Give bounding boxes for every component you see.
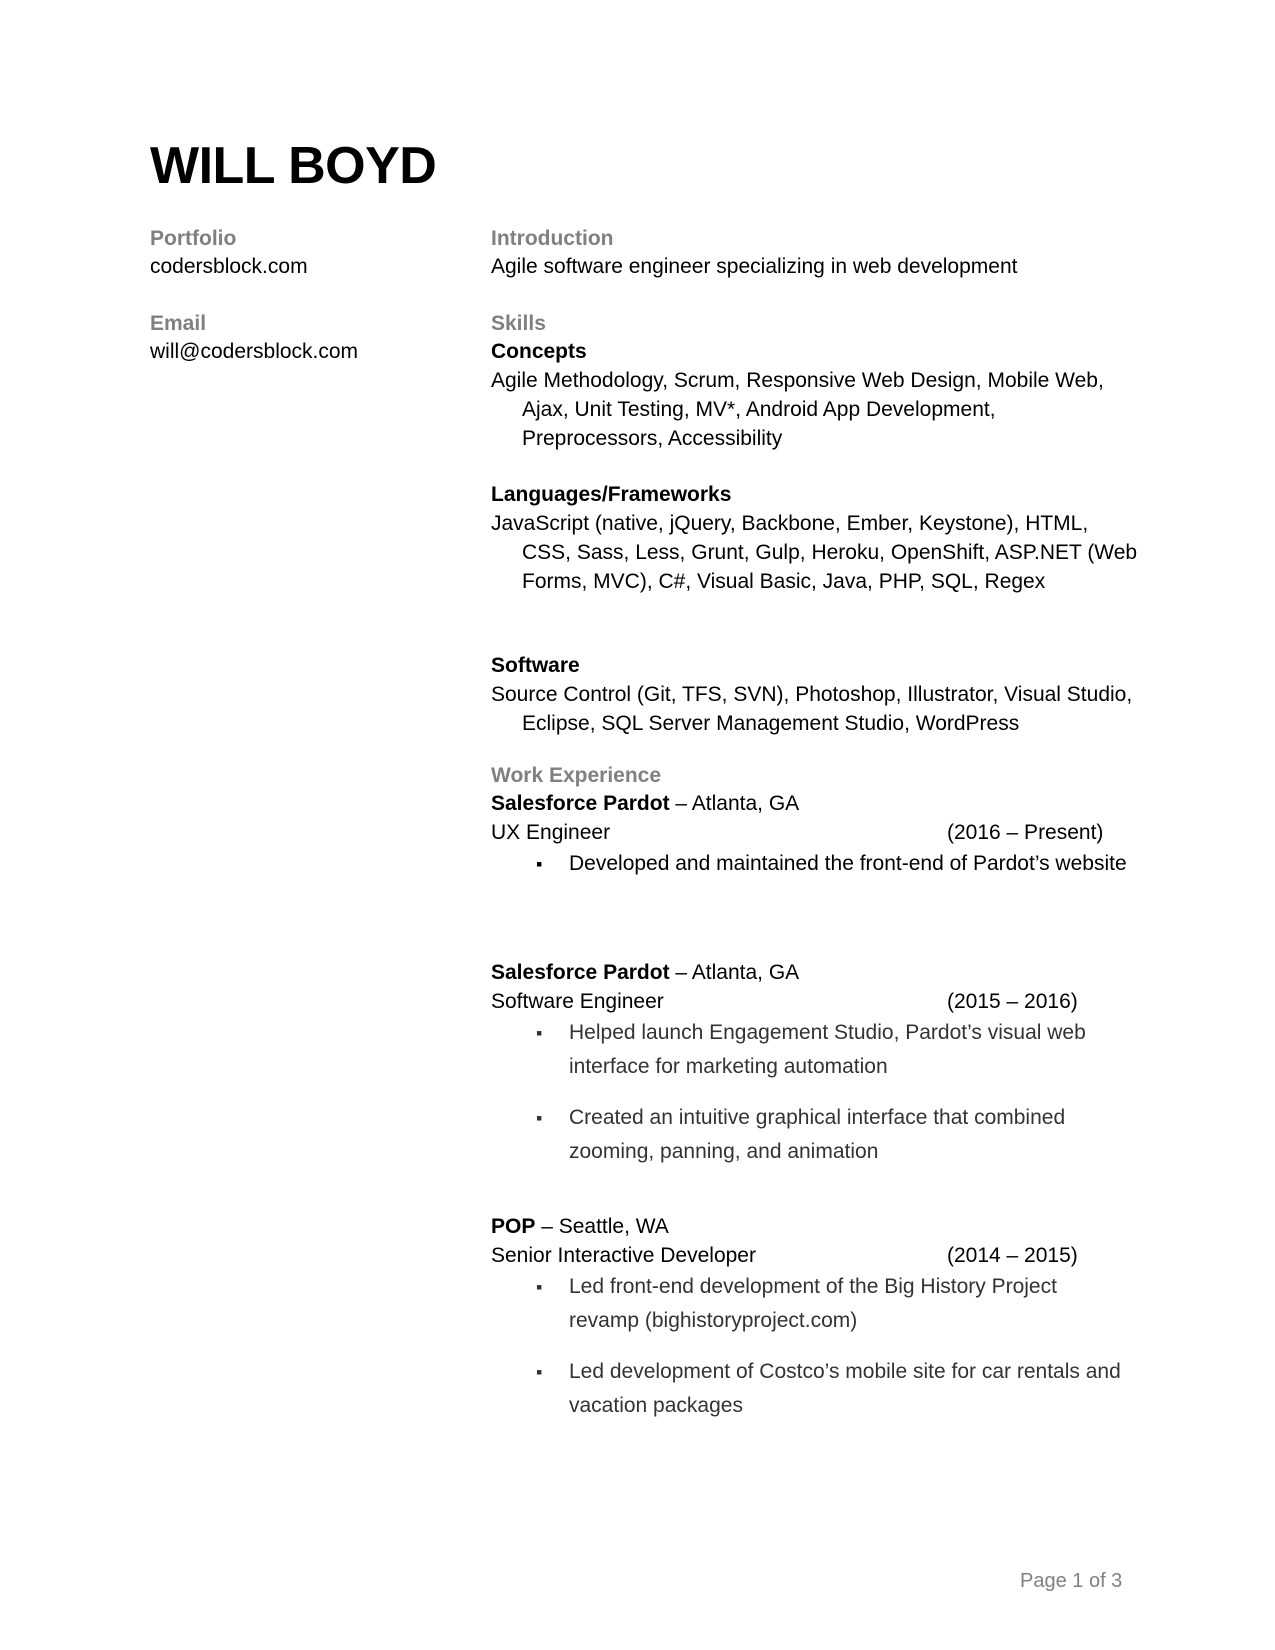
job-dates: (2014 – 2015) — [947, 1244, 1078, 1267]
bullet-icon: ▪ — [536, 1023, 543, 1043]
job-entry — [491, 789, 1131, 881]
list-item — [491, 1270, 1129, 1338]
skill-group-text: JavaScript (native, jQuery, Backbone, Ember, Keystone), HTML, CSS, Sass, Less, Grunt, Gulp, Heroku, OpenShift, ASP.NET (Web Forms, MVC), C#, Visual Basic, Java, PHP, SQL, Regex — [491, 512, 1138, 593]
job-bullets — [491, 847, 1131, 881]
skill-group-software — [491, 651, 1131, 738]
page-number: Page 1 of 3 — [1020, 1570, 1123, 1592]
job-company-line — [491, 958, 1131, 987]
job-company: Salesforce Pardot — [491, 961, 670, 984]
job-dates: (2015 – 2016) — [947, 990, 1078, 1013]
list-item — [491, 1016, 1129, 1084]
introduction-text: Agile software engineer specializing in web development — [491, 255, 1018, 278]
introduction-label: Introduction — [491, 227, 614, 250]
list-item — [491, 1355, 1129, 1423]
resume-name: WILL BOYD — [150, 137, 437, 195]
bullet-icon: ▪ — [536, 854, 543, 874]
skills-label: Skills — [491, 312, 546, 335]
job-bullets — [491, 1016, 1131, 1169]
job-location: – Atlanta, GA — [669, 792, 800, 815]
job-title: Software Engineer — [491, 990, 664, 1013]
job-title: Senior Interactive Developer — [491, 1244, 756, 1267]
bullet-icon: ▪ — [536, 1277, 543, 1297]
bullet-text: Led front-end development of the Big History Project revamp (bighistoryproject.com) — [569, 1275, 1057, 1332]
bullet-icon: ▪ — [536, 1362, 543, 1382]
job-title: UX Engineer — [491, 821, 611, 844]
job-company: POP — [491, 1215, 536, 1238]
skill-group-languages — [491, 480, 1138, 596]
bullet-text: Created an intuitive graphical interface that combined zooming, panning, and animation — [569, 1106, 1066, 1163]
work-experience-label: Work Experience — [491, 764, 662, 787]
list-item — [491, 1101, 1129, 1169]
job-location: – Atlanta, GA — [669, 961, 800, 984]
skill-group-text: Agile Methodology, Scrum, Responsive Web Design, Mobile Web, Ajax, Unit Testing, MV*, Android App Development, Preprocessors, Accessibility — [491, 369, 1104, 450]
job-dates: (2016 – Present) — [947, 821, 1104, 844]
email-label: Email — [150, 312, 207, 335]
skill-group-text: Source Control (Git, TFS, SVN), Photoshop, Illustrator, Visual Studio, Eclipse, SQL Server Management Studio, WordPress — [491, 683, 1133, 735]
job-title-row — [491, 818, 1131, 847]
job-entry — [491, 958, 1131, 1169]
job-company: Salesforce Pardot — [491, 792, 670, 815]
skill-group-title: Software — [491, 654, 580, 677]
bullet-text: Developed and maintained the front-end of Pardot’s website — [569, 852, 1127, 875]
bullet-text: Helped launch Engagement Studio, Pardot’s visual web interface for marketing automation — [569, 1021, 1086, 1078]
job-entry — [491, 1212, 1131, 1423]
skill-group-concepts — [491, 337, 1131, 453]
list-item — [491, 847, 1129, 881]
job-bullets — [491, 1270, 1131, 1423]
email-link[interactable]: will@codersblock.com — [150, 340, 359, 363]
job-company-line — [491, 789, 1131, 818]
portfolio-label: Portfolio — [150, 227, 237, 250]
job-title-row — [491, 1241, 1131, 1270]
job-company-line — [491, 1212, 1131, 1241]
job-location: – Seattle, WA — [535, 1215, 669, 1238]
bullet-icon: ▪ — [536, 1108, 543, 1128]
portfolio-link[interactable]: codersblock.com — [150, 255, 308, 278]
job-title-row — [491, 987, 1131, 1016]
bullet-text: Led development of Costco’s mobile site for car rentals and vacation packages — [569, 1360, 1121, 1417]
skill-group-title: Concepts — [491, 340, 587, 363]
skill-group-title: Languages/Frameworks — [491, 483, 732, 506]
